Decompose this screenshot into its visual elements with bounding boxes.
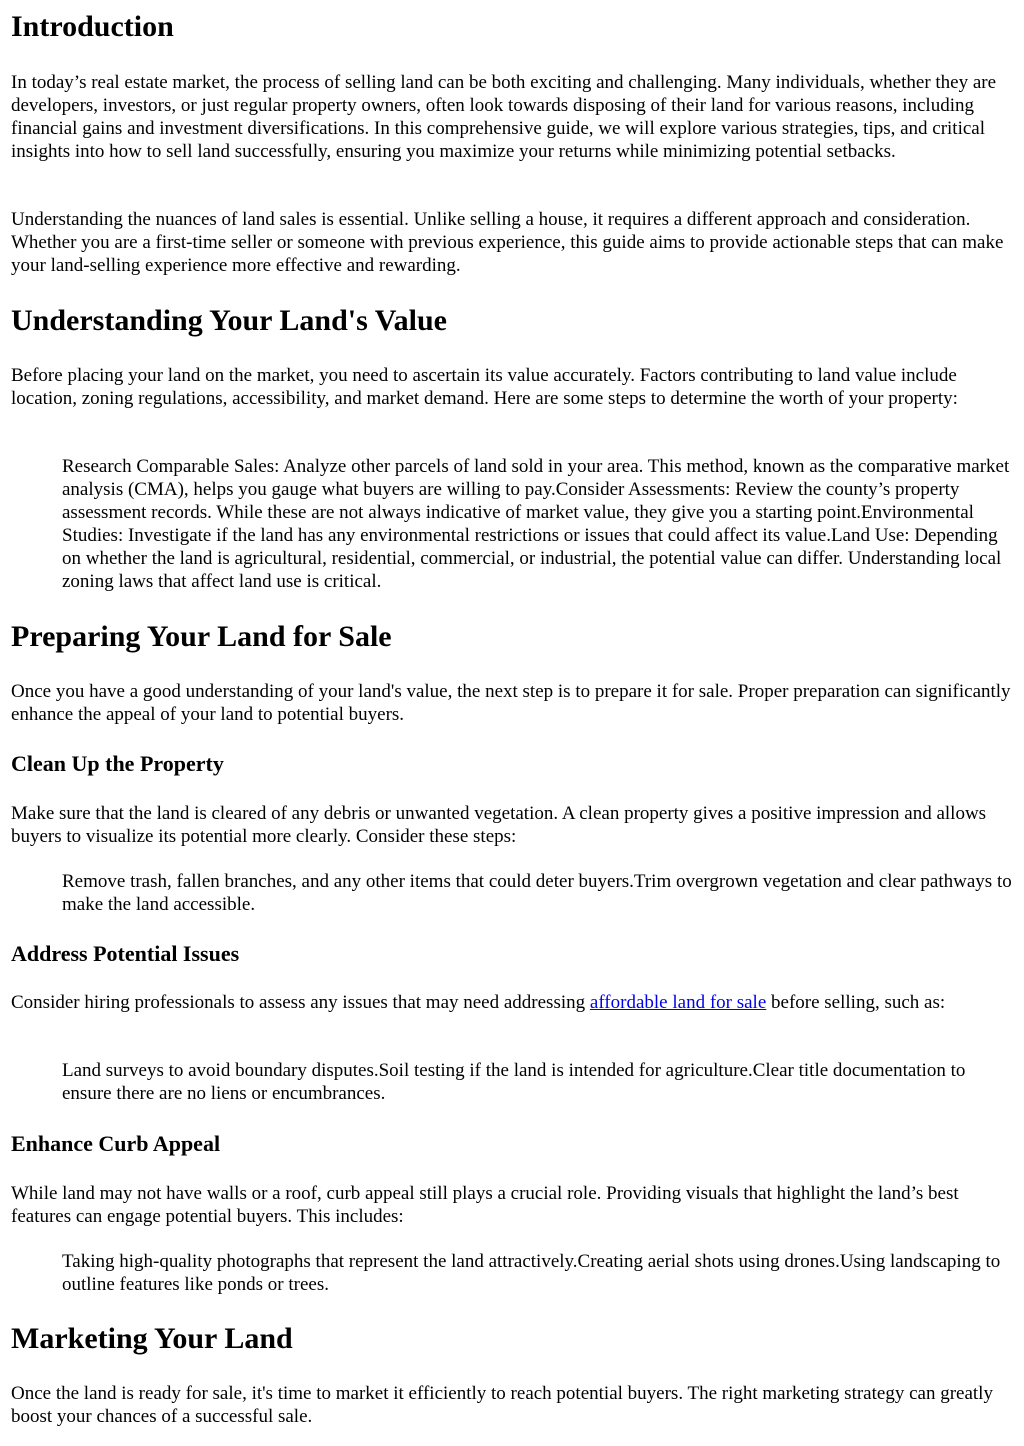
heading-preparing-land: Preparing Your Land for Sale bbox=[11, 620, 392, 653]
land-value-paragraph: Before placing your land on the market, you need to ascertain its value accurately. Factors contributing to land value include location, zoning regulations, accessibility, and market demand. Here are some steps to determine the worth of your property: bbox=[11, 365, 958, 409]
intro-paragraph-2: Understanding the nuances of land sales is essential. Unlike selling a house, it requires a different approach and consideration. Whether you are a first-time seller or someone with previous experience, this guide aims to provide actionable steps that can make your land-selling experience more effective and rewarding. bbox=[11, 209, 1004, 276]
land-value-list: Research Comparable Sales: Analyze other parcels of land sold in your area. This method, known as the comparative market analysis (CMA), helps you gauge what buyers are willing to pay.Consider Assessments: Review the county’s property assessment records. While these are not always indicative of market value, they give you a starting point.Environmental Studies: Investigate if the land has any environmental restrictions or issues that could affect its value.Land Use: Depending on whether the land is agricultural, residential, commercial, or industrial, the potential value can differ. Understanding local zoning laws that affect land use is critical. bbox=[62, 456, 1010, 592]
address-issues-list: Land surveys to avoid boundary disputes.Soil testing if the land is intended for agriculture.Clear title documentation to ensure there are no liens or encumbrances. bbox=[62, 1060, 966, 1104]
preparing-paragraph: Once you have a good understanding of your land's value, the next step is to prepare it for sale. Proper preparation can significantly enhance the appeal of your land to potential buyers. bbox=[11, 681, 1011, 725]
heading-introduction: Introduction bbox=[11, 10, 174, 43]
heading-marketing: Marketing Your Land bbox=[11, 1322, 293, 1355]
intro-paragraph-1: In today’s real estate market, the process of selling land can be both exciting and challenging. Many individuals, whether they are developers, investors, or just regular property owners, often look towards disposing of their land for various reasons, including financial gains and investment diversifications. In this comprehensive guide, we will explore various strategies, tips, and critical insights into how to sell land successfully, ensuring you maximize your returns while minimizing potential setbacks. bbox=[11, 72, 997, 162]
clean-up-paragraph: Make sure that the land is cleared of any debris or unwanted vegetation. A clean property gives a positive impression and allows buyers to visualize its potential more clearly. Consider these steps: bbox=[11, 803, 987, 847]
heading-curb-appeal: Enhance Curb Appeal bbox=[11, 1131, 221, 1156]
marketing-paragraph: Once the land is ready for sale, it's time to market it efficiently to reach potential buyers. The right marketing strategy can greatly boost your chances of a successful sale. bbox=[11, 1383, 993, 1427]
address-text-after: before selling, such as: bbox=[766, 992, 946, 1013]
heading-land-value: Understanding Your Land's Value bbox=[11, 304, 447, 337]
heading-clean-up: Clean Up the Property bbox=[11, 751, 224, 776]
affordable-land-link[interactable]: affordable land for sale bbox=[589, 992, 767, 1013]
heading-address-issues: Address Potential Issues bbox=[11, 941, 240, 966]
address-issues-paragraph bbox=[11, 991, 1016, 1014]
address-text-before: Consider hiring professionals to assess any issues that may need addressing bbox=[11, 992, 590, 1013]
curb-appeal-paragraph: While land may not have walls or a roof, curb appeal still plays a crucial role. Providing visuals that highlight the land’s best features can engage potential buyers. This includes: bbox=[11, 1183, 959, 1227]
curb-appeal-list: Taking high-quality photographs that represent the land attractively.Creating aerial shots using drones.Using landscaping to outline features like ponds or trees. bbox=[62, 1251, 1001, 1295]
clean-up-list: Remove trash, fallen branches, and any other items that could deter buyers.Trim overgrown vegetation and clear pathways to make the land accessible. bbox=[62, 871, 1012, 915]
